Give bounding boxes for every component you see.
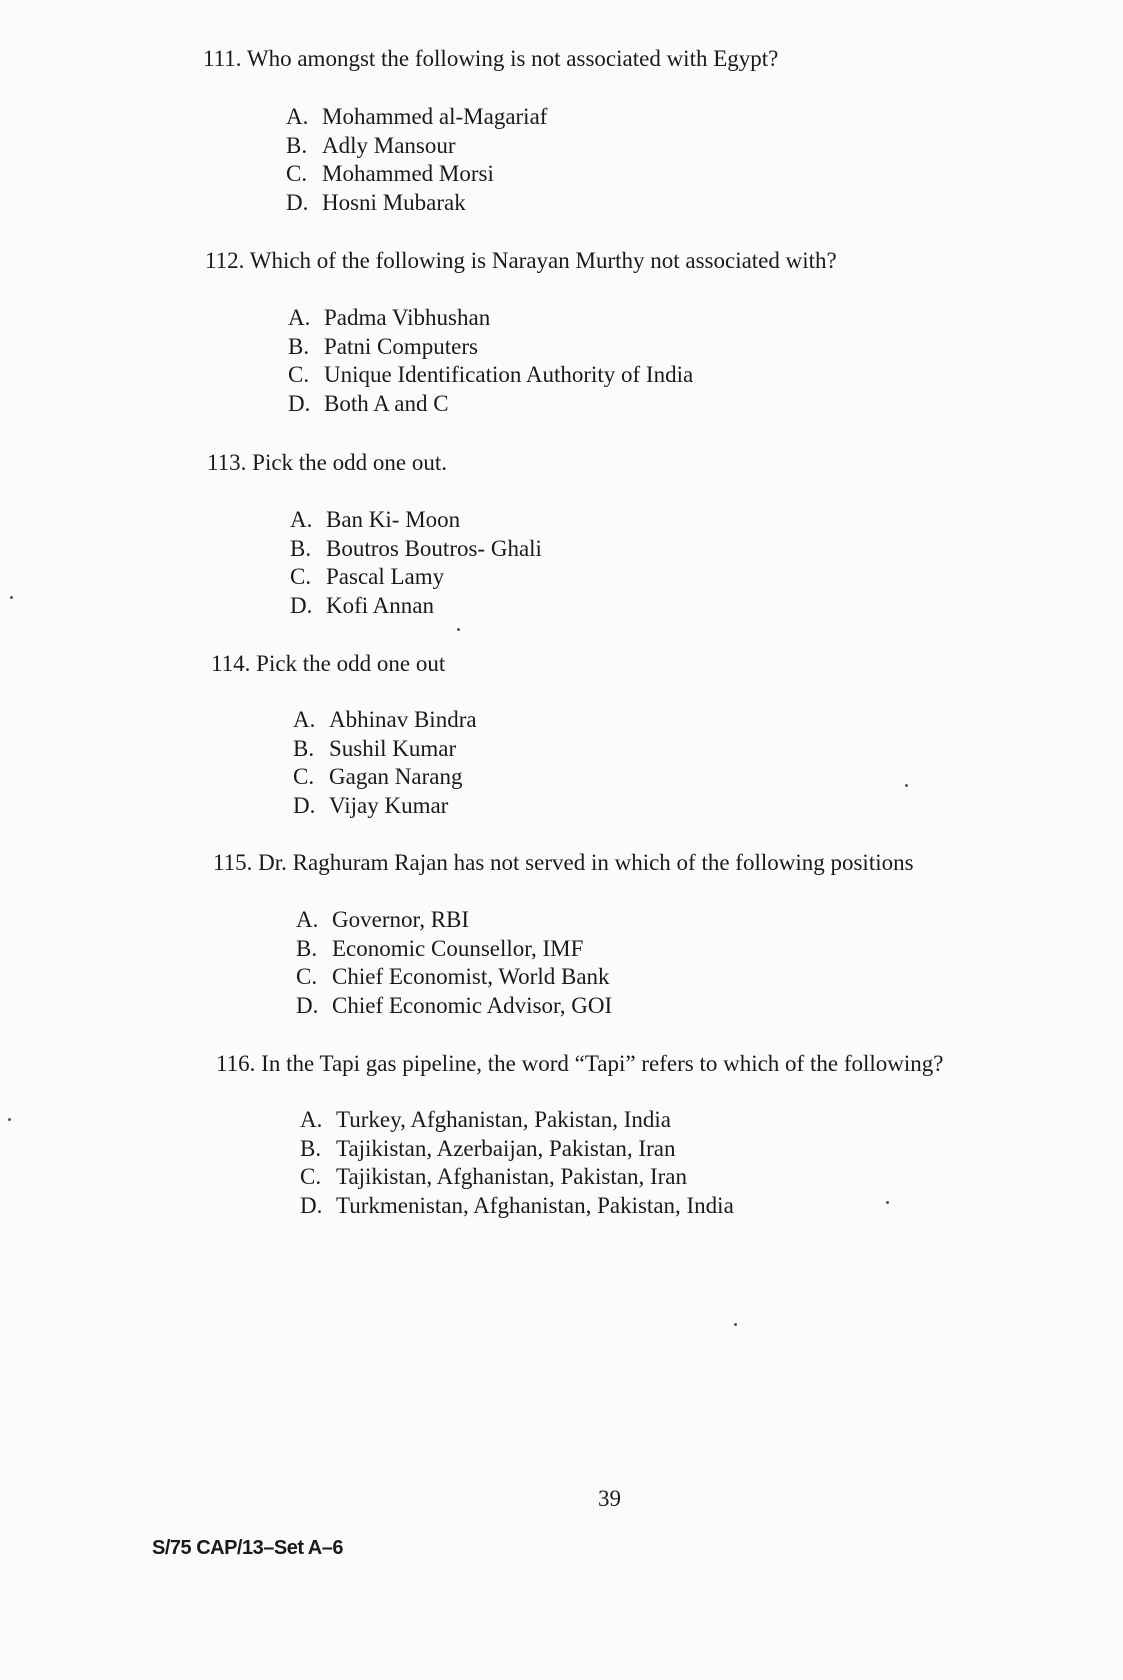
option-text: Governor, RBI <box>332 907 470 932</box>
question-prompt: Who amongst the following is not associated with Egypt? <box>246 46 779 71</box>
question-text <box>203 45 778 73</box>
option-text: Vijay Kumar <box>329 792 449 818</box>
option-text: Mohammed al-Magariaf <box>322 104 548 129</box>
option-text: Adly Mansour <box>322 132 456 158</box>
option-letter: D. <box>296 992 319 1018</box>
option-text: Tajikistan, Afghanistan, Pakistan, Iran <box>336 1164 687 1189</box>
question-number: 116. <box>216 1051 256 1076</box>
options-list-112 <box>288 304 693 418</box>
question-text <box>207 449 447 477</box>
options-list-115 <box>296 906 612 1020</box>
option-letter: B. <box>300 1135 322 1161</box>
option-letter: A. <box>293 707 316 732</box>
question-111 <box>203 45 778 73</box>
question-116 <box>216 1050 943 1078</box>
option-letter: C. <box>300 1164 322 1189</box>
options-list-114 <box>293 706 477 820</box>
option-text: Kofi Annan <box>326 592 434 618</box>
option-d <box>286 189 547 218</box>
scan-speck <box>10 596 13 599</box>
option-letter: B. <box>293 735 315 761</box>
option-c <box>296 963 612 992</box>
option-text: Pascal Lamy <box>326 564 445 589</box>
option-text: Boutros Boutros- Ghali <box>326 535 542 561</box>
question-113 <box>207 449 447 477</box>
option-b <box>288 333 693 362</box>
question-text <box>211 650 445 678</box>
option-a <box>296 906 612 935</box>
option-c <box>290 563 542 592</box>
scan-speck <box>734 1323 737 1326</box>
option-text: Economic Counsellor, IMF <box>332 935 584 961</box>
option-letter: C. <box>286 161 308 186</box>
option-a <box>286 103 547 132</box>
question-prompt: Pick the odd one out <box>256 651 446 676</box>
option-a <box>290 506 542 535</box>
option-text: Turkmenistan, Afghanistan, Pakistan, India <box>336 1192 734 1218</box>
option-b <box>300 1135 734 1164</box>
question-112 <box>205 247 837 275</box>
question-number: 111. <box>203 46 242 71</box>
options-list-116 <box>300 1106 734 1220</box>
page-number: 39 <box>598 1486 621 1511</box>
option-c <box>288 361 693 390</box>
question-115 <box>213 849 914 877</box>
option-text: Sushil Kumar <box>329 735 457 761</box>
question-prompt: Dr. Raghuram Rajan has not served in which of the following positions <box>258 850 914 875</box>
option-letter: C. <box>290 564 312 589</box>
question-number: 114. <box>211 651 251 676</box>
option-text: Abhinav Bindra <box>329 707 477 732</box>
option-text: Padma Vibhushan <box>324 305 491 330</box>
option-letter: B. <box>290 535 312 561</box>
option-d <box>293 792 477 821</box>
option-letter: A. <box>300 1107 323 1132</box>
option-letter: D. <box>288 390 311 416</box>
question-number: 112. <box>205 248 245 273</box>
question-number: 115. <box>213 850 253 875</box>
option-c <box>293 763 477 792</box>
option-text: Hosni Mubarak <box>322 189 466 215</box>
option-c <box>300 1163 734 1192</box>
question-number: 113. <box>207 450 247 475</box>
option-text: Chief Economist, World Bank <box>332 964 610 989</box>
question-prompt: Pick the odd one out. <box>252 450 447 475</box>
option-letter: D. <box>286 189 309 215</box>
option-b <box>290 535 542 564</box>
option-letter: C. <box>296 964 318 989</box>
option-letter: D. <box>290 592 313 618</box>
option-text: Patni Computers <box>324 333 478 359</box>
question-prompt: In the Tapi gas pipeline, the word “Tapi” refers to which of the following? <box>261 1051 944 1076</box>
question-text <box>205 247 837 275</box>
option-text: Tajikistan, Azerbaijan, Pakistan, Iran <box>336 1135 676 1161</box>
option-letter: A. <box>288 305 311 330</box>
option-text: Both A and C <box>324 390 449 416</box>
option-letter: B. <box>286 132 308 158</box>
scan-speck <box>457 628 460 631</box>
option-letter: A. <box>290 507 313 532</box>
options-list-113 <box>290 506 542 620</box>
option-b <box>293 735 477 764</box>
option-d <box>288 390 693 419</box>
scan-speck <box>905 784 908 787</box>
option-letter: C. <box>293 764 315 789</box>
question-114 <box>211 650 445 678</box>
option-letter: D. <box>293 792 316 818</box>
footer-code: S/75 CAP/13–Set A–6 <box>152 1537 343 1559</box>
option-letter: B. <box>296 935 318 961</box>
options-list-111 <box>286 103 547 217</box>
option-c <box>286 160 547 189</box>
option-letter: A. <box>296 907 319 932</box>
option-d <box>296 992 612 1021</box>
option-text: Ban Ki- Moon <box>326 507 461 532</box>
option-a <box>288 304 693 333</box>
option-a <box>293 706 477 735</box>
scan-speck <box>8 1118 11 1121</box>
option-a <box>300 1106 734 1135</box>
option-text: Turkey, Afghanistan, Pakistan, India <box>336 1107 671 1132</box>
question-text <box>213 849 914 877</box>
option-letter: B. <box>288 333 310 359</box>
option-text: Unique Identification Authority of India <box>324 362 694 387</box>
option-b <box>286 132 547 161</box>
option-d <box>290 592 542 621</box>
option-text: Gagan Narang <box>329 764 463 789</box>
option-text: Chief Economic Advisor, GOI <box>332 992 613 1018</box>
option-b <box>296 935 612 964</box>
question-text <box>216 1050 943 1078</box>
option-d <box>300 1192 734 1221</box>
question-prompt: Which of the following is Narayan Murthy not associated with? <box>249 248 837 273</box>
scan-speck <box>886 1201 889 1204</box>
option-letter: D. <box>300 1192 323 1218</box>
option-letter: A. <box>286 104 309 129</box>
option-letter: C. <box>288 362 310 387</box>
option-text: Mohammed Morsi <box>322 161 494 186</box>
